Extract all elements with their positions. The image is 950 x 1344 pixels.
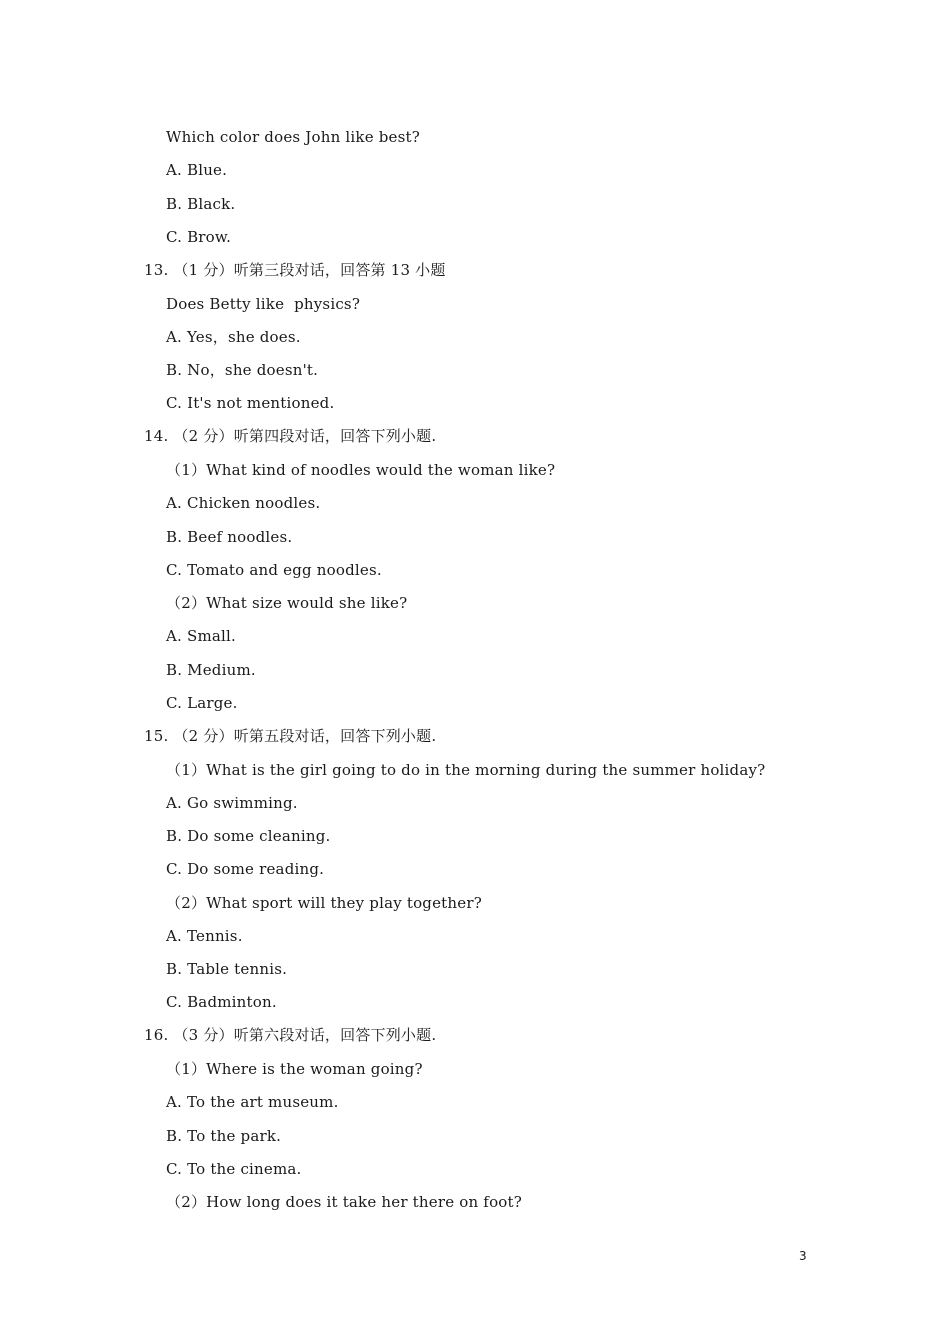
q13-question: Does Betty like physics? (166, 295, 361, 313)
q12-option-a: A. Blue. (166, 161, 228, 179)
q13-option-b: B. No，she doesn't. (166, 361, 319, 379)
q15-sub1-option-b: B. Do some cleaning. (166, 827, 331, 845)
q15-sub1-question: （1）What is the girl going to do in the morning during the summer holiday? (166, 761, 766, 779)
q15-sub2-option-b: B. Table tennis. (166, 960, 288, 978)
q16-header: 16. （3 分）听第六段对话，回答下列小题. (144, 1026, 437, 1044)
q13-option-c: C. It's not mentioned. (166, 394, 335, 412)
q14-sub1-option-b: B. Beef noodles. (166, 528, 293, 546)
q14-sub1-option-a: A. Chicken noodles. (166, 494, 321, 512)
q15-sub2-option-c: C. Badminton. (166, 993, 277, 1011)
q16-sub2-question: （2）How long does it take her there on foot? (166, 1193, 522, 1211)
q12-question: Which color does John like best? (166, 128, 420, 146)
q14-sub2-option-a: A. Small. (166, 627, 236, 645)
q13-header: 13. （1 分）听第三段对话，回答第 13 小题 (144, 261, 446, 279)
q14-sub2-option-c: C. Large. (166, 694, 238, 712)
q15-sub1-option-c: C. Do some reading. (166, 860, 325, 878)
q16-sub1-option-b: B. To the park. (166, 1127, 282, 1145)
q13-option-a: A. Yes，she does. (166, 328, 301, 346)
q14-sub1-option-c: C. Tomato and egg noodles. (166, 561, 382, 579)
q16-sub1-option-a: A. To the art museum. (166, 1093, 339, 1111)
q14-sub2-option-b: B. Medium. (166, 661, 256, 679)
page-number: 3 (799, 1249, 807, 1263)
q14-header: 14. （2 分）听第四段对话，回答下列小题. (144, 427, 437, 445)
q15-header: 15. （2 分）听第五段对话，回答下列小题. (144, 727, 437, 745)
q16-sub1-question: （1）Where is the woman going? (166, 1060, 423, 1078)
q14-sub2-question: （2）What size would she like? (166, 594, 408, 612)
q12-option-c: C. Brow. (166, 228, 232, 246)
q16-sub1-option-c: C. To the cinema. (166, 1160, 302, 1178)
q15-sub1-option-a: A. Go swimming. (166, 794, 298, 812)
q15-sub2-option-a: A. Tennis. (166, 927, 243, 945)
q14-sub1-question: （1）What kind of noodles would the woman like? (166, 461, 556, 479)
q15-sub2-question: （2）What sport will they play together? (166, 894, 482, 912)
q12-option-b: B. Black. (166, 195, 236, 213)
